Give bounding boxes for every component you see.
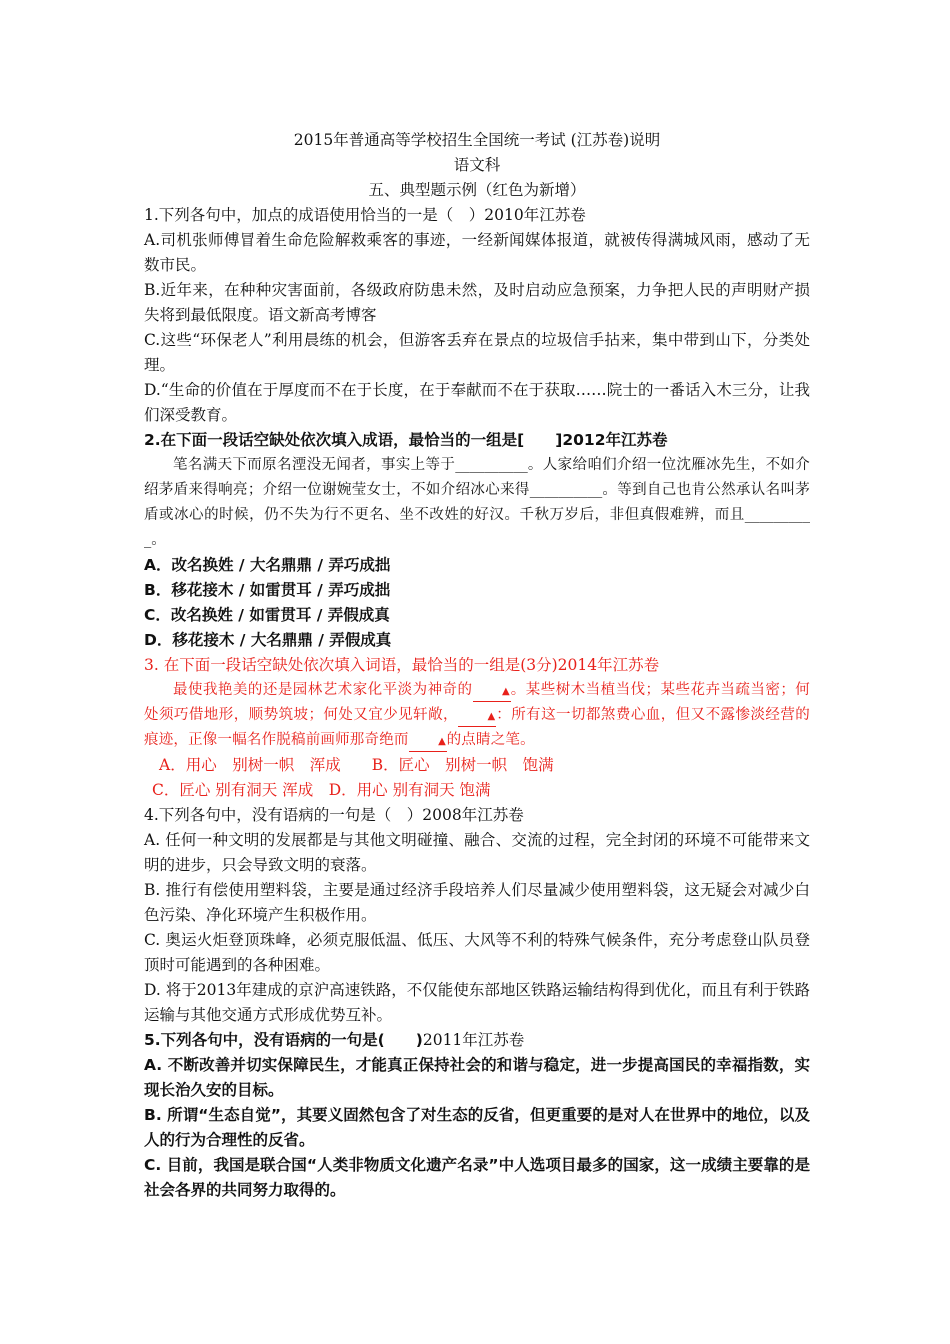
document-subject: 语文科 (453, 156, 501, 174)
q3-blank-1: ▲ (473, 683, 511, 702)
q3-blank-3: ▲ (409, 733, 447, 752)
q3-passage-part-4: 的点睛之笔。 (446, 732, 535, 748)
q5-stem (144, 1028, 810, 1053)
q5-option-b: B. 所谓“生态自觉”，其要义固然包含了对生态的反省，但更重要的是对人在世界中的地位，以及人的行为合理性的反省。 (144, 1106, 810, 1149)
q2-passage-part-2: 。人家给咱们介绍一位沈雁冰先生，不如介绍茅盾来得响亮；介绍一位谢婉莹女士，不如介绍冰心来得 (144, 457, 810, 498)
q3-passage-part-2: 。某些树木当植当伐；某些花卉当疏当密；何处须巧借地形，顺势筑坡；何处又宜少见轩敞， (144, 682, 810, 723)
q2-passage (144, 453, 810, 553)
q5-option-c: C. 目前，我国是联合国“人类非物质文化遗产名录”中人选项目最多的国家，这一成绩主要靠的是社会各界的共同努力取得的。 (144, 1156, 810, 1199)
q2-blank-2: __________ (529, 482, 603, 498)
q3-passage-part-1: 最使我艳美的还是园林艺术家化平淡为神奇的 (173, 682, 473, 698)
q4-option-d: D. 将于2013年建成的京沪高速铁路，不仅能使东部地区铁路运输结构得到优化，而且有利于铁路运输与其他交通方式形成优势互补。 (144, 981, 810, 1024)
q3-passage (144, 678, 810, 753)
document-page (144, 128, 810, 1203)
q5-stem-text: 5.下列各句中，没有语病的一句是( ) (144, 1031, 423, 1049)
q2-option-b: B．移花接木 / 如雷贯耳 / 弄巧成拙 (144, 581, 391, 599)
q3-blank-2: ▲ (458, 708, 496, 727)
q3-passage-part-3: ：所有这一切都煞费心血，但又不露惨淡经营的痕迹，正像一幅名作脱稿前画师那奇绝而 (144, 707, 810, 748)
q1-option-b: B.近年来，在种种灾害面前，各级政府防患未然，及时启动应急预案，力争把人民的声明财产损失将到最低限度。语文新高考博客 (144, 281, 810, 324)
q2-blank-3: __________ (144, 507, 810, 548)
document-title: 2015年普通高等学校招生全国统一考试 (江苏卷)说明 (293, 131, 661, 149)
q2-passage-part-4: 。 (151, 532, 166, 548)
q2-option-d: D．移花接木 / 大名鼎鼎 / 弄假成真 (144, 631, 392, 649)
q4-stem: 4.下列各句中，没有语病的一句是（ ）2008年江苏卷 (144, 806, 524, 824)
section-heading: 五、典型题示例（红色为新增） (368, 181, 586, 199)
q1-option-d: D.“生命的价值在于厚度而不在于长度，在于奉献而不在于获取……院士的一番话入木三分，让我们深受教育。 (144, 381, 810, 424)
q4-option-c: C. 奥运火炬登顶珠峰，必须克服低温、低压、大风等不利的特殊气候条件，充分考虑登山队员登顶时可能遇到的各种困难。 (144, 931, 810, 974)
q3-options-row-2: C．匠心 别有洞天 浑成 D．用心 别有洞天 饱满 (152, 781, 491, 799)
q2-blank-1: __________ (455, 457, 528, 473)
q5-option-a: A. 不断改善并切实保障民生，才能真正保持社会的和谐与稳定，进一步提高国民的幸福指数，实现长治久安的目标。 (144, 1056, 810, 1099)
q2-passage-part-3: 。等到自己也肯公然承认名叫茅盾或冰心的时候，仍不失为行不更名、坐不改姓的好汉。千秋万岁后，非但真假难辨，而且 (144, 482, 810, 523)
q5-stem-source: 2011年江苏卷 (422, 1031, 525, 1049)
q2-passage-part-1: 笔名满天下而原名湮没无闻者，事实上等于 (173, 457, 456, 473)
q4-option-a: A. 任何一种文明的发展都是与其他文明碰撞、融合、交流的过程，完全封闭的环境不可能带来文明的进步，只会导致文明的衰落。 (144, 831, 810, 874)
q1-option-a: A.司机张师傅冒着生命危险解救乘客的事迹，一经新闻媒体报道，就被传得满城风雨，感动了无数市民。 (144, 231, 810, 274)
q3-stem: 3. 在下面一段话空缺处依次填入词语，最恰当的一组是(3分)2014年江苏卷 (144, 656, 660, 674)
q4-option-b: B. 推行有偿使用塑料袋，主要是通过经济手段培养人们尽量减少使用塑料袋，这无疑会对减少白色污染、净化环境产生积极作用。 (144, 881, 810, 924)
q1-option-c: C.这些“环保老人”利用晨练的机会，但游客丢弃在景点的垃圾信手拈来，集中带到山下，分类处理。 (144, 331, 810, 374)
q2-stem: 2.在下面一段话空缺处依次填入成语，最恰当的一组是[ ]2012年江苏卷 (144, 431, 668, 449)
q1-stem: 1.下列各句中，加点的成语使用恰当的一是（ ）2010年江苏卷 (144, 206, 586, 224)
q2-option-a: A．改名换姓 / 大名鼎鼎 / 弄巧成拙 (144, 556, 391, 574)
q2-option-c: C．改名换姓 / 如雷贯耳 / 弄假成真 (144, 606, 390, 624)
q3-options-row-1: A．用心 别树一帜 浑成 B．匠心 别树一帜 饱满 (159, 756, 554, 774)
